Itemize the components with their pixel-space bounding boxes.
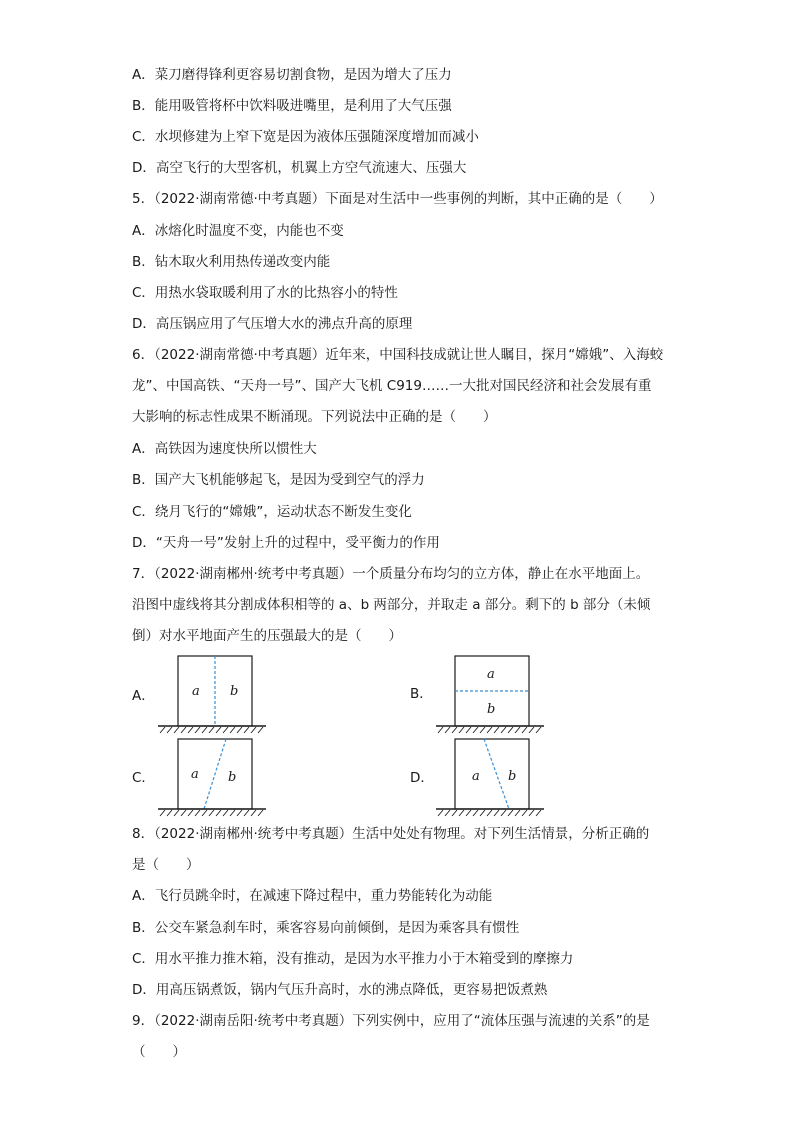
q7-option-d-label: D． [410,770,434,786]
q7-option-b-label: B． [410,686,433,702]
q9-stem-line-1: 9．（2022·湖南岳阳·统考中考真题）下列实例中，应用了“流体压强与流速的关系”的是 [132,1013,650,1029]
q7-c-part-b: b [228,770,237,785]
q7-figure-b [434,654,546,736]
q4-option-d: D．高空飞行的大型客机，机翼上方空气流速大、压强大 [132,160,467,176]
q8-option-c: C．用水平推力推木箱，没有推动，是因为水平推力小于木箱受到的摩擦力 [132,951,574,967]
q8-stem-line-1: 8．（2022·湖南郴州·统考中考真题）生活中处处有物理。对下列生活情景，分析正确的 [132,826,650,842]
ground-hatch [438,810,541,816]
q7-d-part-a: a [472,769,480,784]
q7-stem-line-2: 沿图中虚线将其分割成体积相等的 a、b 两部分，并取走 a 部分。剩下的 b 部分（未倾 [132,597,651,613]
q5-option-b: B．钻木取火利用热传递改变内能 [132,254,331,270]
q4-option-a: A．菜刀磨得锋利更容易切割食物，是因为增大了压力 [132,67,452,83]
q5-option-d: D．高压锅应用了气压增大水的沸点升高的原理 [132,316,413,332]
q7-option-a-label: A． [132,688,155,704]
q7-stem-line-3: 倒）对水平地面产生的压强最大的是（ ） [132,628,402,644]
q6-stem-line-1: 6．（2022·湖南常德·中考真题）近年来，中国科技成就让世人瞩目，探月“嫦娥”、入海蛟 [132,347,664,363]
q8-option-d: D．用高压锅煮饭，锅内气压升高时，水的沸点降低，更容易把饭煮熟 [132,982,548,998]
q9-stem-line-2: （ ） [132,1044,186,1060]
q6-stem-line-3: 大影响的标志性成果不断涌现。下列说法中正确的是（ ） [132,409,497,425]
q4-option-b: B．能用吸管将杯中饮料吸进嘴里，是利用了大气压强 [132,98,452,114]
q6-option-b: B．国产大飞机能够起飞，是因为受到空气的浮力 [132,472,425,488]
q7-b-part-b: b [487,702,496,717]
q8-option-b: B．公交车紧急刹车时，乘客容易向前倾倒，是因为乘客具有惯性 [132,920,520,936]
q6-stem-line-2: 龙”、中国高铁、“天舟一号”、国产大飞机 C919……一大批对国民经济和社会发展有重 [132,378,652,394]
q4-option-c: C．水坝修建为上窄下宽是因为液体压强随深度增加而减小 [132,129,479,145]
q5-option-a: A．冰熔化时温度不变，内能也不变 [132,223,344,239]
ground-hatch [160,727,263,733]
ground-hatch [160,810,263,816]
q7-c-part-a: a [191,767,199,782]
q6-option-a: A．高铁因为速度快所以惯性大 [132,441,317,457]
q7-b-part-a: a [487,667,495,682]
q6-option-c: C．绕月飞行的“嫦娥”，运动状态不断发生变化 [132,504,412,520]
q7-option-c-label: C． [132,770,155,786]
q5-option-c: C．用热水袋取暖利用了水的比热容小的特性 [132,285,398,301]
ground-hatch [438,727,541,733]
q7-stem-line-1: 7．（2022·湖南郴州·统考中考真题）一个质量分布均匀的立方体，静止在水平地面上。 [132,566,650,582]
q8-option-a: A．飞行员跳伞时，在减速下降过程中，重力势能转化为动能 [132,888,493,904]
q7-a-part-b: b [230,684,239,699]
q7-a-part-a: a [192,684,200,699]
q7-figure-d [434,737,546,819]
q7-figure-a [156,654,268,736]
q7-d-part-b: b [508,769,517,784]
q6-option-d: D．“天舟一号”发射上升的过程中，受平衡力的作用 [132,535,440,551]
q7-figure-c [156,737,268,819]
q5-stem: 5．（2022·湖南常德·中考真题）下面是对生活中一些事例的判断，其中正确的是（ ） [132,191,663,207]
q8-stem-line-2: 是（ ） [132,857,200,873]
